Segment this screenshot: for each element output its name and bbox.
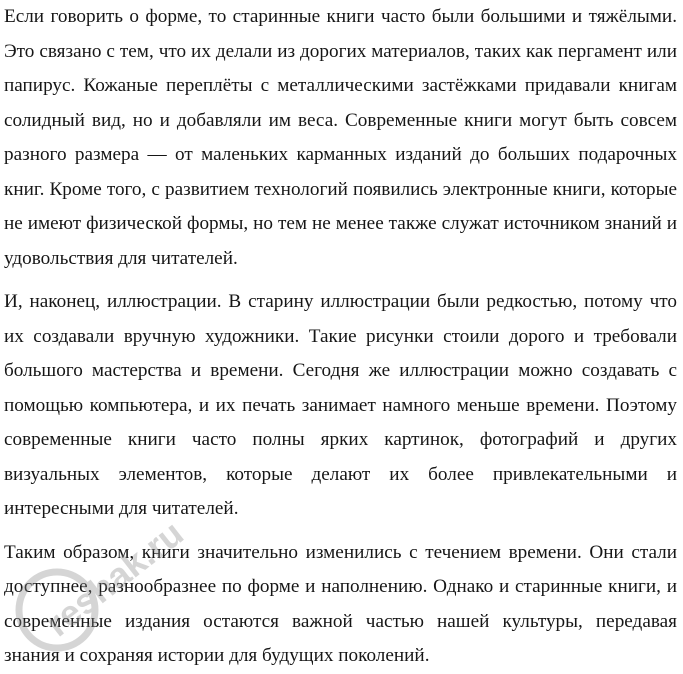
- document-body: [4, 0, 677, 674]
- watermark-text: reshak.ru: [37, 512, 191, 645]
- paragraph-book-form: Если говорить о форме, то старинные книги часто были большими и тяжёлыми. Это связано с тем, что их делали из дорогих материалов, таких как пергамент или папирус. Кожаные переплёты с металлическими застёжками придавали книгам солидный вид, но и добавляли им веса. Современные книги могут быть совсем разного размера — от маленьких карманных изданий до больших подарочных книг. Кроме того, с развитием технологий появились электронные книги, которые не имеют физической формы, но тем не менее также служат источником знаний и удовольствия для читателей.: [4, 6, 677, 269]
- paragraph-illustrations: И, наконец, иллюстрации. В старину иллюстрации были редкостью, потому что их создавали вручную художники. Такие рисунки стоили дорого и требовали большого мастерства и времени. Сегодня же иллюстрации можно создавать с помощью компьютера, и их печать занимает намного меньше времени. Поэтому современные книги часто полны ярких картинок, фотографий и других визуальных элементов, которые делают их более привлекательными и интересными для читателей.: [4, 291, 677, 519]
- paragraph-conclusion: Таким образом, книги значительно изменились с течением времени. Они стали доступнее, разнообразнее по форме и наполнению. Однако и старинные книги, и современные издания остаются важной частью нашей культуры, передавая знания и сохраняя истории для будущих поколений.: [4, 541, 677, 666]
